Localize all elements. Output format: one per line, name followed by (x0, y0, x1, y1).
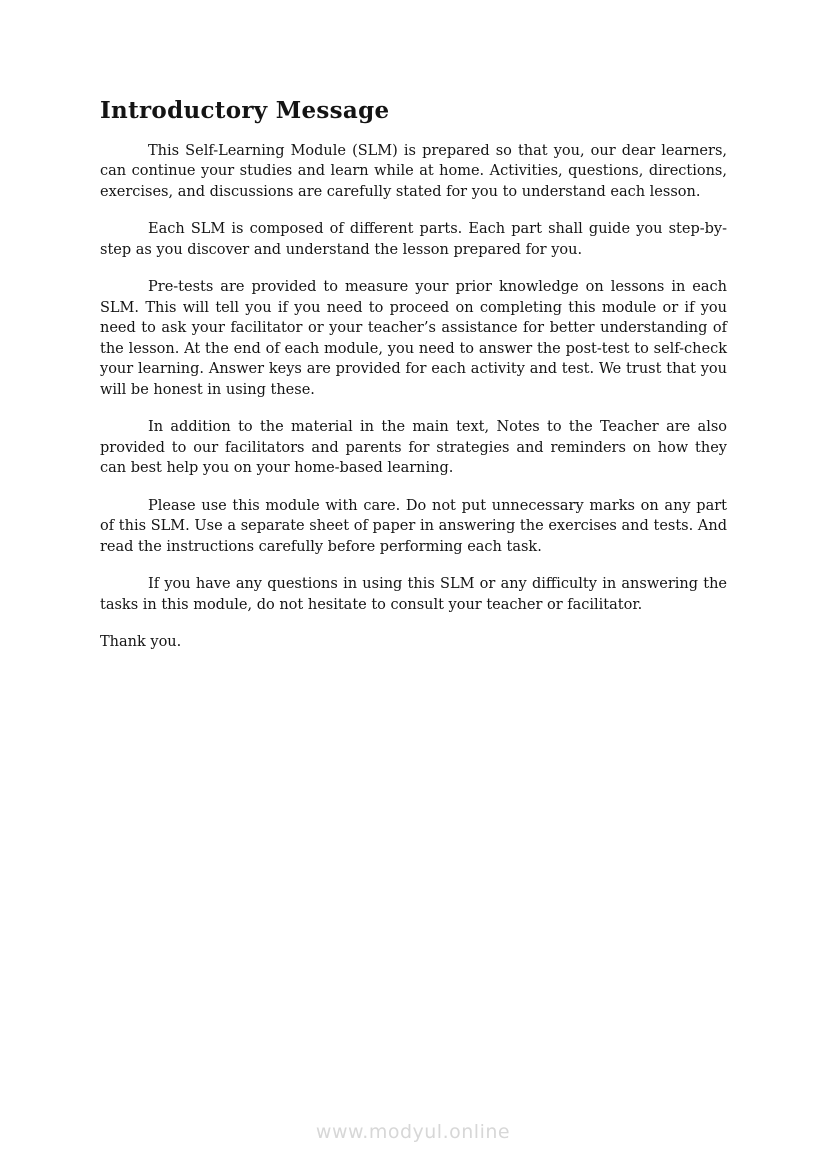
paragraph-slm-parts: Each SLM is composed of different parts. Each part shall guide you step-by-step as you discover and understand the lesson prepared for you. (100, 221, 727, 258)
closing-text: Thank you. (100, 634, 182, 651)
paragraph-pretests: Pre-tests are provided to measure your prior knowledge on lessons in each SLM. This will tell you if you need to proceed on completing this module or if you need to ask your facilitator or your teacher’s assistance for better understanding of the lesson. At the end of each module, you need to answer the post-test to self-check your learning. Answer keys are provided for each activity and test. We trust that you will be honest in using these. (100, 279, 727, 398)
paragraph-questions: If you have any questions in using this SLM or any difficulty in answering the tasks in this module, do not hesitate to consult your teacher or facilitator. (100, 576, 727, 613)
paragraph-notes-to-teacher: In addition to the material in the main text, Notes to the Teacher are also provided to our facilitators and parents for strategies and reminders on how they can best help you on your home-based learning. (100, 419, 727, 477)
paragraph-module-care: Please use this module with care. Do not put unnecessary marks on any part of this SLM. Use a separate sheet of paper in answering the exercises and tests. And read the instructions carefully before performing each task. (100, 497, 727, 555)
watermark-text: www.modyul.online (315, 1121, 511, 1143)
page-title: Introductory Message (100, 97, 390, 124)
paragraph-intro-slm: This Self-Learning Module (SLM) is prepared so that you, our dear learners, can continue your studies and learn while at home. Activities, questions, directions, exercises, and discussions are carefully stated for you to understand each lesson. (100, 142, 727, 200)
